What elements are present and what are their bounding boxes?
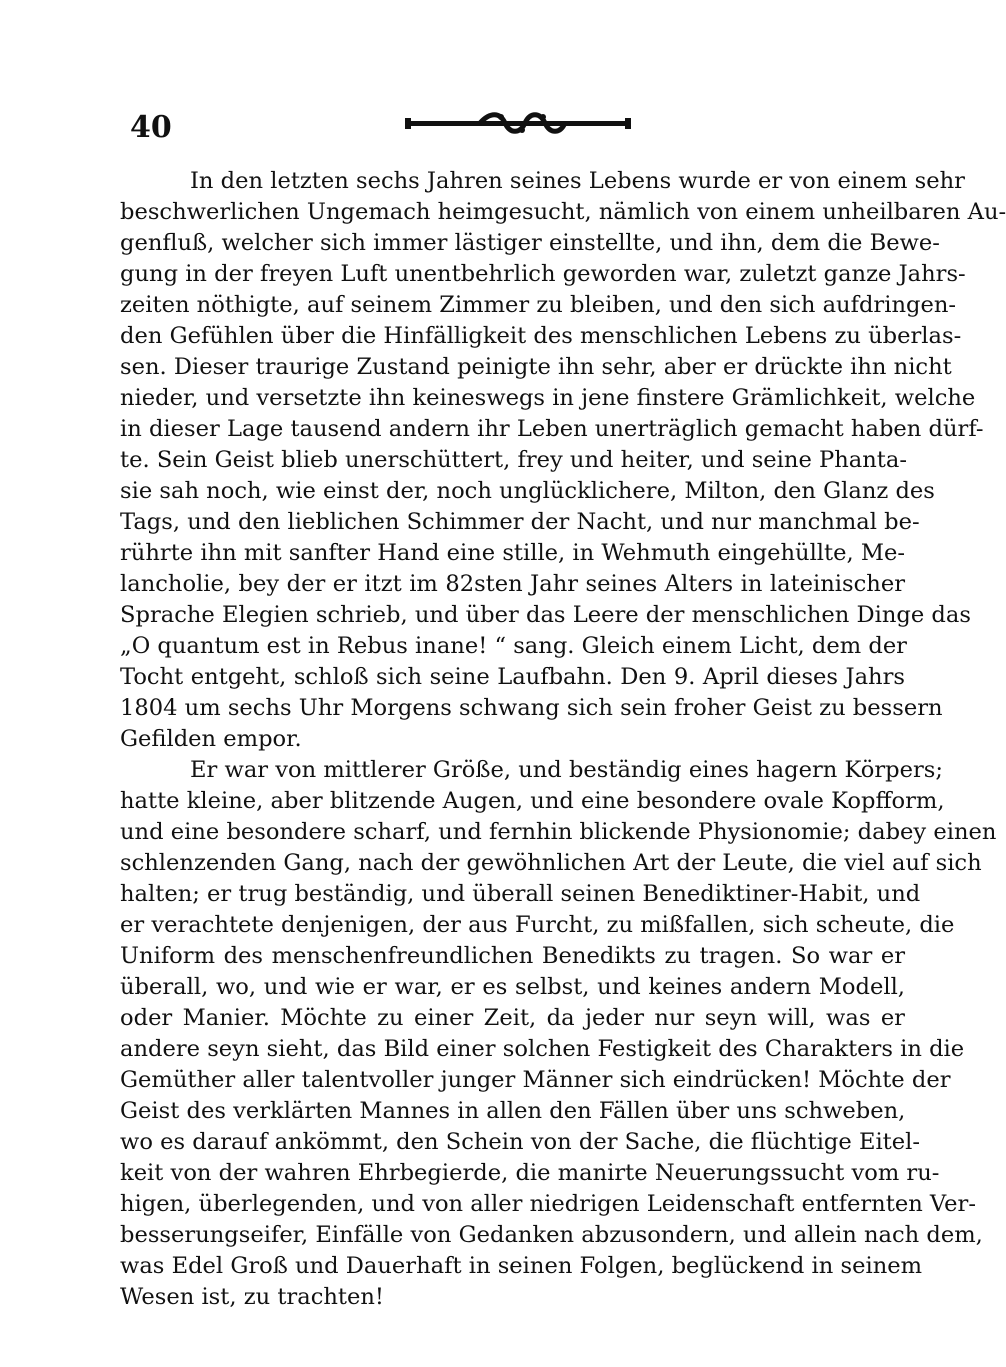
text-line: In den letzten sechs Jahren seines Lebens wurde er von einem sehr [190,168,965,194]
text-line: was Edel Groß und Dauerhaft in seinen Folgen, beglückend in seinem [120,1253,923,1279]
text-line: Tags, und den lieblichen Schimmer der Nacht, und nur manchmal be- [120,509,920,535]
text-line: er verachtete denjenigen, der aus Furcht, zu mißfallen, sich scheute, die [120,912,955,938]
text-line: zeiten nöthigte, auf seinem Zimmer zu bleiben, und den sich aufdringen- [120,292,957,318]
text-line: und eine besondere scharf, und fernhin blickende Physionomie; dabey einen [120,819,997,845]
body-text [120,166,1006,1313]
text-line: sie sah noch, wie einst der, noch unglücklichere, Milton, den Glanz des [120,478,935,504]
text-line: genfluß, welcher sich immer lästiger einstellte, und ihn, dem die Bewe- [120,230,940,256]
text-line: schlenzenden Gang, nach der gewöhnlichen Art der Leute, die viel auf sich [120,850,982,876]
text-line: wo es darauf ankömmt, den Schein von der Sache, die flüchtige Eitel- [120,1129,920,1155]
text-line: Tocht entgeht, schloß sich seine Laufbahn. Den 9. April dieses Jahrs [120,664,905,690]
text-line: keit von der wahren Ehrbegierde, die manirte Neuerungssucht vom ru- [120,1160,940,1186]
text-line: sen. Dieser traurige Zustand peinigte ihn sehr, aber er drückte ihn nicht [120,354,952,380]
text-line: andere seyn sieht, das Bild einer solchen Festigkeit des Charakters in die [120,1036,965,1062]
text-line: higen, überlegenden, und von aller niedrigen Leidenschaft entfernten Ver- [120,1191,976,1217]
decorative-rule-icon [405,112,631,134]
text-line: Gefilden empor. [120,726,302,752]
text-line: oder Manier. Möchte zu einer Zeit, da jeder nur seyn will, was er [120,1005,905,1031]
text-line: Gemüther aller talentvoller junger Männer sich eindrücken! Möchte der [120,1067,951,1093]
paragraph-2 [120,755,997,1313]
text-line: rührte ihn mit sanfter Hand eine stille, in Wehmuth eingehüllte, Me- [120,540,905,566]
text-line: hatte kleine, aber blitzende Augen, und eine besondere ovale Kopfform, [120,788,945,814]
text-line: „O quantum est in Rebus inane! “ sang. Gleich einem Licht, dem der [120,633,907,659]
text-line: den Gefühlen über die Hinfälligkeit des menschlichen Lebens zu überlas- [120,323,962,349]
text-line: beschwerlichen Ungemach heimgesucht, nämlich von einem unheilbaren Au- [120,199,1006,225]
text-line: gung in der freyen Luft unentbehrlich geworden war, zuletzt ganze Jahrs- [120,261,966,287]
text-line: nieder, und versetzte ihn keineswegs in jene finstere Grämlichkeit, welche [120,385,976,411]
text-line: Wesen ist, zu trachten! [120,1284,384,1310]
text-line: Uniform des menschenfreundlichen Benedikts zu tragen. So war er [120,943,905,969]
text-line: 1804 um sechs Uhr Morgens schwang sich sein froher Geist zu bessern [120,695,943,721]
text-line: halten; er trug beständig, und überall seinen Benediktiner-Habit, und [120,881,921,907]
text-line: Er war von mittlerer Größe, und beständig eines hagern Körpers; [190,757,944,783]
text-line: besserungseifer, Einfälle von Gedanken abzusondern, und allein nach dem, [120,1222,983,1248]
text-line: te. Sein Geist blieb unerschüttert, frey und heiter, und seine Phanta- [120,447,907,473]
paragraph-1 [120,166,1006,755]
page-number: 40 [130,110,172,145]
text-line: lancholie, bey der er itzt im 82sten Jahr seines Alters in lateinischer [120,571,905,597]
text-line: Geist des verklärten Mannes in allen den Fällen über uns schweben, [120,1098,906,1124]
text-line: in dieser Lage tausend andern ihr Leben unerträglich gemacht haben dürf- [120,416,984,442]
text-line: Sprache Elegien schrieb, und über das Leere der menschlichen Dinge das [120,602,971,628]
text-line: überall, wo, und wie er war, er es selbst, und keines andern Modell, [120,974,905,1000]
